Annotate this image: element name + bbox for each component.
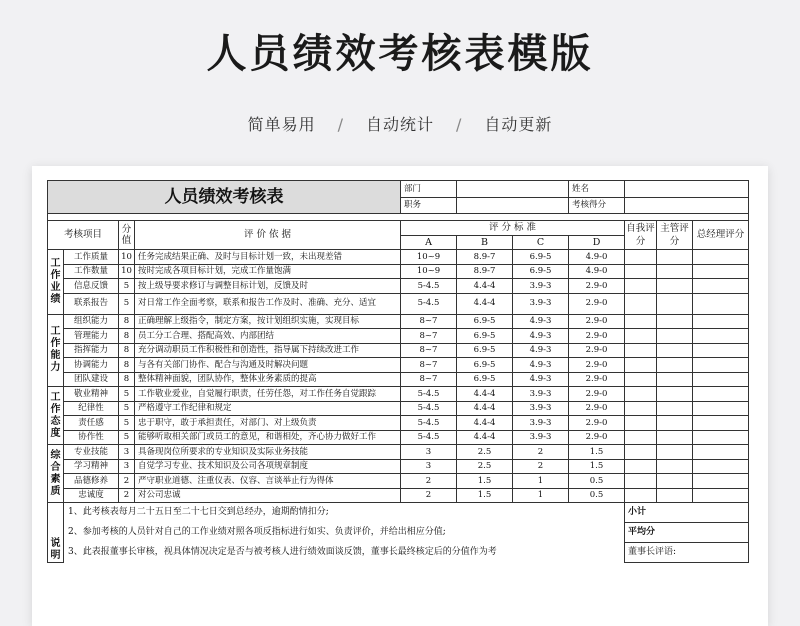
- feature-tagline: [0, 112, 800, 135]
- grade-c-cell: 4.9-3: [513, 358, 569, 373]
- grade-b-cell: 1.5: [457, 474, 513, 489]
- evaluation-table: [47, 180, 749, 563]
- item-cell: 管理能力: [64, 329, 119, 344]
- table-row: [48, 314, 749, 329]
- table-row: [48, 387, 749, 402]
- gm-score-input[interactable]: [693, 430, 749, 445]
- points-cell: 10: [119, 264, 135, 279]
- manager-score-input[interactable]: [657, 279, 693, 294]
- manager-score-input[interactable]: [657, 314, 693, 329]
- grade-b-cell: 4.4-4: [457, 293, 513, 314]
- self-score-input[interactable]: [625, 416, 657, 431]
- item-cell: 团队建设: [64, 372, 119, 387]
- criteria-cell: 正确理解上级指令，制定方案，按计划组织实施，实现目标: [135, 314, 401, 329]
- points-cell: 10: [119, 250, 135, 265]
- criteria-cell: 对日常工作全面考察，联系和报告工作及时、准确、充分、适宜: [135, 293, 401, 314]
- criteria-cell: 对公司忠诚: [135, 488, 401, 503]
- item-cell: 学习精神: [64, 459, 119, 474]
- grade-b-cell: 6.9-5: [457, 372, 513, 387]
- item-cell: 工作数量: [64, 264, 119, 279]
- grade-a-cell: 8~7: [401, 329, 457, 344]
- manager-score-input[interactable]: [657, 264, 693, 279]
- grade-d-cell: 2.9-0: [569, 387, 625, 402]
- self-score-input[interactable]: [625, 387, 657, 402]
- grade-b-cell: 6.9-5: [457, 358, 513, 373]
- points-cell: 8: [119, 343, 135, 358]
- item-cell: 工作质量: [64, 250, 119, 265]
- manager-score-input[interactable]: [657, 343, 693, 358]
- manager-score-input[interactable]: [657, 329, 693, 344]
- self-score-input[interactable]: [625, 372, 657, 387]
- notes-row: [48, 523, 749, 543]
- grade-b-cell: 6.9-5: [457, 343, 513, 358]
- header-grade-b: B: [457, 235, 513, 250]
- self-score-input[interactable]: [625, 488, 657, 503]
- grade-d-cell: 1.5: [569, 459, 625, 474]
- grade-c-cell: 2: [513, 459, 569, 474]
- notes-row: [48, 503, 749, 523]
- criteria-cell: 与各有关部门协作、配合与沟通及时解决问题: [135, 358, 401, 373]
- note-line: 3、此表报董事长审核，视具体情况决定是否与被考核人进行绩效面谈反馈，董事长最终核定后的分值作为考: [64, 543, 625, 563]
- table-row: [48, 474, 749, 489]
- grade-a-cell: 5-4.5: [401, 430, 457, 445]
- score-input[interactable]: [625, 197, 749, 214]
- points-cell: 2: [119, 474, 135, 489]
- points-cell: 3: [119, 445, 135, 460]
- gm-score-input[interactable]: [693, 445, 749, 460]
- grade-b-cell: 8.9-7: [457, 264, 513, 279]
- grade-c-cell: 4.9-3: [513, 372, 569, 387]
- gm-score-input[interactable]: [693, 416, 749, 431]
- grade-a-cell: 5-4.5: [401, 401, 457, 416]
- grade-c-cell: 4.9-3: [513, 343, 569, 358]
- grade-c-cell: 3.9-3: [513, 416, 569, 431]
- gm-score-input[interactable]: [693, 264, 749, 279]
- criteria-cell: 按上级导要求修订与调整目标计划，反馈及时: [135, 279, 401, 294]
- grade-d-cell: 2.9-0: [569, 279, 625, 294]
- criteria-cell: 自觉学习专业、技术知识及公司各项规章制度: [135, 459, 401, 474]
- self-score-input[interactable]: [625, 343, 657, 358]
- position-label: 职务: [401, 197, 457, 214]
- grade-d-cell: 2.9-0: [569, 314, 625, 329]
- header-points: 分值: [119, 221, 135, 250]
- item-cell: 敬业精神: [64, 387, 119, 402]
- grade-a-cell: 8~7: [401, 343, 457, 358]
- group-label: [48, 250, 64, 315]
- points-cell: 5: [119, 401, 135, 416]
- table-row: [48, 358, 749, 373]
- group-label-text: 综合素质: [50, 449, 61, 497]
- criteria-cell: 按时完成各项目标计划，完成工作量饱满: [135, 264, 401, 279]
- name-input[interactable]: [625, 181, 749, 198]
- group-label-text: 工作能力: [50, 326, 61, 374]
- grade-d-cell: 4.9-0: [569, 264, 625, 279]
- gm-score-input[interactable]: [693, 387, 749, 402]
- group-label-text: 工作态度: [50, 391, 61, 439]
- item-cell: 纪律性: [64, 401, 119, 416]
- self-score-input[interactable]: [625, 250, 657, 265]
- item-cell: 协作性: [64, 430, 119, 445]
- table-row: [48, 430, 749, 445]
- group-label-text: 工作业绩: [50, 257, 61, 305]
- grade-a-cell: 8~7: [401, 358, 457, 373]
- points-cell: 5: [119, 293, 135, 314]
- tag-easy: 简单易用: [247, 115, 316, 134]
- item-cell: 责任感: [64, 416, 119, 431]
- group-label: [48, 445, 64, 503]
- header-manager: 主管评分: [657, 221, 693, 250]
- self-score-input[interactable]: [625, 293, 657, 314]
- grade-c-cell: 3.9-3: [513, 293, 569, 314]
- grade-b-cell: 8.9-7: [457, 250, 513, 265]
- grade-d-cell: 2.9-0: [569, 293, 625, 314]
- gm-score-input[interactable]: [693, 343, 749, 358]
- grade-b-cell: 2.5: [457, 445, 513, 460]
- grade-a-cell: 3: [401, 445, 457, 460]
- manager-score-input[interactable]: [657, 430, 693, 445]
- self-score-input[interactable]: [625, 358, 657, 373]
- self-score-input[interactable]: [625, 401, 657, 416]
- table-row: [48, 264, 749, 279]
- grade-a-cell: 5-4.5: [401, 387, 457, 402]
- item-cell: 组织能力: [64, 314, 119, 329]
- table-row: [48, 329, 749, 344]
- points-cell: 5: [119, 387, 135, 402]
- table-row: [48, 343, 749, 358]
- table-row: [48, 401, 749, 416]
- manager-score-input[interactable]: [657, 387, 693, 402]
- table-row: [48, 416, 749, 431]
- header-grade-a: A: [401, 235, 457, 250]
- table-row: [48, 250, 749, 265]
- grade-a-cell: 8~7: [401, 372, 457, 387]
- manager-score-input[interactable]: [657, 250, 693, 265]
- grade-c-cell: 1: [513, 474, 569, 489]
- points-cell: 8: [119, 314, 135, 329]
- spacer-row: [48, 214, 749, 221]
- self-score-input[interactable]: [625, 329, 657, 344]
- gm-score-input[interactable]: [693, 279, 749, 294]
- self-score-input[interactable]: [625, 430, 657, 445]
- grade-c-cell: 3.9-3: [513, 401, 569, 416]
- grade-d-cell: 2.9-0: [569, 358, 625, 373]
- points-cell: 5: [119, 430, 135, 445]
- self-score-input[interactable]: [625, 314, 657, 329]
- gm-score-input[interactable]: [693, 488, 749, 503]
- points-cell: 5: [119, 416, 135, 431]
- item-cell: 信息反馈: [64, 279, 119, 294]
- table-row: [48, 445, 749, 460]
- grade-d-cell: 0.5: [569, 488, 625, 503]
- manager-score-input[interactable]: [657, 488, 693, 503]
- manager-score-input[interactable]: [657, 293, 693, 314]
- grade-c-cell: 2: [513, 445, 569, 460]
- table-row: [48, 488, 749, 503]
- header-grade-c: C: [513, 235, 569, 250]
- form-title: 人员绩效考核表: [48, 181, 401, 214]
- self-score-input[interactable]: [625, 459, 657, 474]
- grade-d-cell: 2.9-0: [569, 416, 625, 431]
- grade-c-cell: 6.9-5: [513, 264, 569, 279]
- gm-score-input[interactable]: [693, 250, 749, 265]
- grade-d-cell: 1.5: [569, 445, 625, 460]
- header-gm: 总经理评分: [693, 221, 749, 250]
- points-cell: 3: [119, 459, 135, 474]
- criteria-cell: 严格遵守工作纪律和规定: [135, 401, 401, 416]
- grade-d-cell: 2.9-0: [569, 372, 625, 387]
- position-input[interactable]: [457, 197, 569, 214]
- grade-c-cell: 6.9-5: [513, 250, 569, 265]
- score-label: 考核得分: [569, 197, 625, 214]
- gm-score-input[interactable]: [693, 314, 749, 329]
- header-criteria: 评 价 依 据: [135, 221, 401, 250]
- grade-a-cell: 8~7: [401, 314, 457, 329]
- criteria-cell: 充分调动职员工作积极性和创造性，指导属下持续改进工作: [135, 343, 401, 358]
- header-item: 考核项目: [48, 221, 119, 250]
- header-grade-d: D: [569, 235, 625, 250]
- grade-b-cell: 1.5: [457, 488, 513, 503]
- grade-c-cell: 1: [513, 488, 569, 503]
- grade-a-cell: 10~9: [401, 250, 457, 265]
- table-row: [48, 279, 749, 294]
- points-cell: 2: [119, 488, 135, 503]
- criteria-cell: 整体精神面貌，团队协作，整体业务素质的提高: [135, 372, 401, 387]
- notes-label-text: 说明: [50, 538, 61, 561]
- grade-d-cell: 0.5: [569, 474, 625, 489]
- grade-c-cell: 4.9-3: [513, 329, 569, 344]
- manager-score-input[interactable]: [657, 401, 693, 416]
- tag-auto-stats: 自动统计: [365, 115, 434, 134]
- grade-b-cell: 4.4-4: [457, 387, 513, 402]
- table-row: [48, 372, 749, 387]
- table-row: [48, 459, 749, 474]
- manager-score-input[interactable]: [657, 474, 693, 489]
- criteria-cell: 具备现岗位所要求的专业知识及实际业务技能: [135, 445, 401, 460]
- self-score-input[interactable]: [625, 264, 657, 279]
- grade-d-cell: 4.9-0: [569, 250, 625, 265]
- criteria-cell: 工作敬业爱业，自觉履行职责，任劳任怨，对工作任务自觉跟踪: [135, 387, 401, 402]
- points-cell: 8: [119, 329, 135, 344]
- item-cell: 忠诚度: [64, 488, 119, 503]
- grade-d-cell: 2.9-0: [569, 343, 625, 358]
- tag-auto-update: 自动更新: [484, 115, 553, 134]
- points-cell: 5: [119, 279, 135, 294]
- name-label: 姓名: [569, 181, 625, 198]
- gm-score-input[interactable]: [693, 474, 749, 489]
- grade-b-cell: 4.4-4: [457, 430, 513, 445]
- grade-a-cell: 10~9: [401, 264, 457, 279]
- manager-score-input[interactable]: [657, 416, 693, 431]
- grade-b-cell: 4.4-4: [457, 279, 513, 294]
- criteria-cell: 能够听取相关部门或员工的意见，和谐相处，齐心协力做好工作: [135, 430, 401, 445]
- page-title: 人员绩效考核表模版: [206, 31, 594, 77]
- manager-score-input[interactable]: [657, 445, 693, 460]
- grade-b-cell: 2.5: [457, 459, 513, 474]
- average-label: 平均分: [625, 523, 749, 543]
- self-score-input[interactable]: [625, 474, 657, 489]
- gm-score-input[interactable]: [693, 459, 749, 474]
- grade-d-cell: 2.9-0: [569, 401, 625, 416]
- note-line: 2、参加考核的人员针对自己的工作业绩对照各项反指标进行如实、负责评价，并给出相应分值;: [64, 523, 625, 543]
- grade-d-cell: 2.9-0: [569, 329, 625, 344]
- self-score-input[interactable]: [625, 445, 657, 460]
- header-standard: 评 分 标 准: [401, 221, 625, 236]
- manager-score-input[interactable]: [657, 358, 693, 373]
- grade-a-cell: 3: [401, 459, 457, 474]
- notes-row: [48, 543, 749, 563]
- grade-a-cell: 5-4.5: [401, 293, 457, 314]
- grade-b-cell: 4.4-4: [457, 416, 513, 431]
- grade-c-cell: 3.9-3: [513, 387, 569, 402]
- criteria-cell: 任务完成结果正确、及时与目标计划一致，未出现差错: [135, 250, 401, 265]
- item-cell: 品德修养: [64, 474, 119, 489]
- group-label: [48, 387, 64, 445]
- gm-score-input[interactable]: [693, 293, 749, 314]
- subtotal-label: 小计: [625, 503, 749, 523]
- grade-a-cell: 5-4.5: [401, 279, 457, 294]
- grade-b-cell: 6.9-5: [457, 329, 513, 344]
- gm-score-input[interactable]: [693, 372, 749, 387]
- grade-a-cell: 2: [401, 474, 457, 489]
- grade-c-cell: 3.9-3: [513, 430, 569, 445]
- item-cell: 协调能力: [64, 358, 119, 373]
- grade-a-cell: 5-4.5: [401, 416, 457, 431]
- item-cell: 联系报告: [64, 293, 119, 314]
- grade-d-cell: 2.9-0: [569, 430, 625, 445]
- gm-score-input[interactable]: [693, 401, 749, 416]
- note-line: 1、此考核表每月二十五日至二十七日交到总经办，逾期酌情扣分;: [64, 503, 625, 523]
- notes-label: [48, 503, 64, 563]
- header-self: 自我评分: [625, 221, 657, 250]
- grade-c-cell: 4.9-3: [513, 314, 569, 329]
- points-cell: 8: [119, 372, 135, 387]
- points-cell: 8: [119, 358, 135, 373]
- grade-a-cell: 2: [401, 488, 457, 503]
- grade-b-cell: 4.4-4: [457, 401, 513, 416]
- grade-b-cell: 6.9-5: [457, 314, 513, 329]
- tag-separator: /: [337, 115, 344, 134]
- criteria-cell: 严守职业道德、注重仪表、仪容、言谈举止行为得体: [135, 474, 401, 489]
- tag-separator: /: [456, 115, 463, 134]
- spreadsheet-preview: [32, 166, 768, 626]
- gm-score-input[interactable]: [693, 329, 749, 344]
- group-label: [48, 314, 64, 387]
- item-cell: 指挥能力: [64, 343, 119, 358]
- criteria-cell: 员工分工合理、搭配高效、内部团结: [135, 329, 401, 344]
- department-input[interactable]: [457, 181, 569, 198]
- manager-score-input[interactable]: [657, 372, 693, 387]
- table-row: [48, 293, 749, 314]
- chairman-comment-label: 董事长评语:: [625, 543, 749, 563]
- item-cell: 专业技能: [64, 445, 119, 460]
- self-score-input[interactable]: [625, 279, 657, 294]
- manager-score-input[interactable]: [657, 459, 693, 474]
- grade-c-cell: 3.9-3: [513, 279, 569, 294]
- criteria-cell: 忠于职守，敢于承担责任，对部门、对上级负责: [135, 416, 401, 431]
- department-label: 部门: [401, 181, 457, 198]
- gm-score-input[interactable]: [693, 358, 749, 373]
